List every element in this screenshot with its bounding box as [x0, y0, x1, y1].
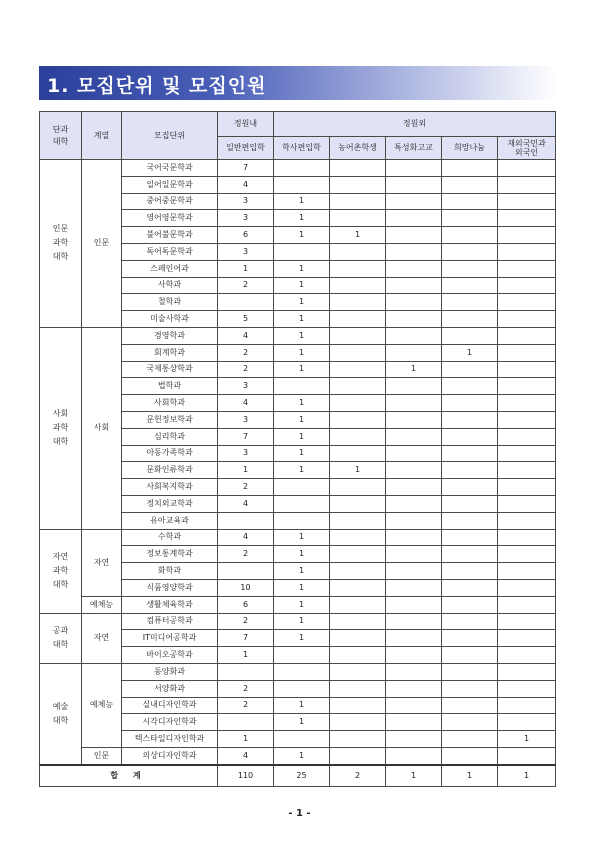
value-cell	[498, 428, 556, 445]
value-cell: 4	[218, 747, 274, 764]
value-cell	[330, 445, 386, 462]
value-cell	[330, 680, 386, 697]
value-cell	[330, 563, 386, 580]
value-cell: 2	[218, 613, 274, 630]
value-cell: 2	[218, 546, 274, 563]
value-cell	[442, 243, 498, 260]
value-cell	[386, 647, 442, 664]
table-row	[40, 747, 556, 764]
unit-cell: 정보통계학과	[122, 546, 218, 563]
field-cell: 인문	[82, 160, 122, 328]
value-cell	[442, 378, 498, 395]
value-cell	[386, 731, 442, 748]
value-cell: 1	[274, 428, 330, 445]
value-cell	[442, 160, 498, 177]
header-col: 재외국민과 외국인	[498, 137, 556, 160]
unit-cell: 동양화과	[122, 663, 218, 680]
value-cell	[498, 160, 556, 177]
unit-cell: 회계학과	[122, 344, 218, 361]
value-cell	[386, 294, 442, 311]
value-cell: 1	[274, 613, 330, 630]
value-cell: 1	[274, 529, 330, 546]
table-row	[40, 327, 556, 344]
total-label: 합 계	[40, 765, 218, 787]
value-cell: 3	[218, 193, 274, 210]
value-cell	[386, 697, 442, 714]
header-col: 특성화고교	[386, 137, 442, 160]
value-cell	[498, 563, 556, 580]
value-cell	[386, 512, 442, 529]
value-cell	[498, 210, 556, 227]
value-cell: 1	[274, 260, 330, 277]
value-cell	[330, 546, 386, 563]
value-cell	[498, 579, 556, 596]
value-cell	[498, 344, 556, 361]
header-col: 학사편입학	[274, 137, 330, 160]
unit-cell: 시각디자인학과	[122, 714, 218, 731]
total-cell: 110	[218, 765, 274, 787]
unit-cell: 영어영문학과	[122, 210, 218, 227]
value-cell: 10	[218, 579, 274, 596]
field-cell: 인문	[82, 747, 122, 764]
value-cell	[386, 663, 442, 680]
value-cell	[442, 563, 498, 580]
value-cell: 1	[274, 294, 330, 311]
table-body	[40, 160, 556, 765]
value-cell	[498, 193, 556, 210]
value-cell	[386, 563, 442, 580]
value-cell	[498, 395, 556, 412]
unit-cell: 화학과	[122, 563, 218, 580]
college-cell: 예술 대학	[40, 663, 82, 764]
value-cell: 1	[274, 579, 330, 596]
unit-cell: 심리학과	[122, 428, 218, 445]
value-cell: 6	[218, 227, 274, 244]
value-cell	[498, 663, 556, 680]
header-inside-quota: 정원내	[218, 112, 274, 137]
value-cell	[274, 160, 330, 177]
value-cell: 1	[274, 563, 330, 580]
value-cell	[442, 546, 498, 563]
value-cell	[386, 260, 442, 277]
value-cell	[498, 445, 556, 462]
value-cell: 1	[274, 327, 330, 344]
unit-cell: IT미디어공학과	[122, 630, 218, 647]
value-cell	[330, 160, 386, 177]
value-cell	[498, 378, 556, 395]
value-cell	[442, 680, 498, 697]
value-cell: 1	[330, 227, 386, 244]
unit-cell: 일어일문학과	[122, 176, 218, 193]
unit-cell: 법학과	[122, 378, 218, 395]
value-cell	[386, 311, 442, 328]
value-cell: 2	[218, 680, 274, 697]
unit-cell: 식품영양학과	[122, 579, 218, 596]
value-cell: 4	[218, 495, 274, 512]
value-cell	[442, 193, 498, 210]
value-cell	[218, 512, 274, 529]
value-cell: 1	[218, 731, 274, 748]
unit-cell: 서양화과	[122, 680, 218, 697]
value-cell: 1	[274, 277, 330, 294]
value-cell	[386, 714, 442, 731]
value-cell	[330, 327, 386, 344]
value-cell	[386, 227, 442, 244]
value-cell: 1	[386, 361, 442, 378]
value-cell: 1	[274, 546, 330, 563]
value-cell	[330, 311, 386, 328]
value-cell	[498, 176, 556, 193]
value-cell: 3	[218, 243, 274, 260]
value-cell: 1	[274, 445, 330, 462]
value-cell	[386, 546, 442, 563]
value-cell: 2	[218, 479, 274, 496]
value-cell: 1	[274, 311, 330, 328]
field-cell: 사회	[82, 327, 122, 529]
value-cell	[442, 361, 498, 378]
value-cell	[218, 563, 274, 580]
value-cell	[442, 512, 498, 529]
value-cell	[330, 344, 386, 361]
value-cell	[274, 495, 330, 512]
value-cell	[498, 227, 556, 244]
total-row	[40, 765, 556, 787]
unit-cell: 사회학과	[122, 395, 218, 412]
college-cell: 공과 대학	[40, 613, 82, 663]
value-cell	[498, 361, 556, 378]
unit-cell: 국제통상학과	[122, 361, 218, 378]
value-cell: 1	[330, 462, 386, 479]
value-cell: 1	[274, 210, 330, 227]
field-cell: 예체능	[82, 596, 122, 613]
value-cell	[330, 697, 386, 714]
page-title: 1. 모집단위 및 모집인원	[47, 75, 267, 97]
value-cell	[386, 327, 442, 344]
value-cell	[498, 462, 556, 479]
total-cell: 2	[330, 765, 386, 787]
value-cell	[442, 311, 498, 328]
college-cell: 자연 과학 대학	[40, 529, 82, 613]
header-outside-quota: 정원외	[274, 112, 556, 137]
value-cell	[386, 579, 442, 596]
value-cell: 3	[218, 210, 274, 227]
value-cell: 1	[274, 344, 330, 361]
header-field: 계열	[82, 112, 122, 160]
value-cell	[442, 227, 498, 244]
value-cell	[498, 630, 556, 647]
header-unit: 모집단위	[122, 112, 218, 160]
value-cell	[330, 210, 386, 227]
value-cell	[498, 613, 556, 630]
value-cell	[218, 714, 274, 731]
value-cell	[442, 495, 498, 512]
value-cell	[442, 210, 498, 227]
value-cell	[498, 747, 556, 764]
value-cell: 4	[218, 529, 274, 546]
value-cell	[386, 160, 442, 177]
unit-cell: 생활체육학과	[122, 596, 218, 613]
value-cell	[386, 243, 442, 260]
unit-cell: 철학과	[122, 294, 218, 311]
value-cell	[442, 176, 498, 193]
value-cell: 7	[218, 428, 274, 445]
value-cell: 1	[274, 714, 330, 731]
value-cell	[218, 663, 274, 680]
value-cell	[442, 462, 498, 479]
value-cell	[330, 613, 386, 630]
value-cell	[330, 731, 386, 748]
value-cell	[330, 277, 386, 294]
value-cell: 4	[218, 327, 274, 344]
value-cell	[274, 731, 330, 748]
value-cell: 2	[218, 277, 274, 294]
value-cell	[498, 697, 556, 714]
unit-cell: 아동가족학과	[122, 445, 218, 462]
header-college: 단과 대학	[40, 112, 82, 160]
unit-cell: 문헌정보학과	[122, 411, 218, 428]
value-cell	[274, 479, 330, 496]
value-cell	[274, 663, 330, 680]
value-cell	[498, 647, 556, 664]
value-cell	[330, 411, 386, 428]
header-col: 희망나눔	[442, 137, 498, 160]
value-cell	[498, 512, 556, 529]
value-cell	[386, 630, 442, 647]
value-cell	[442, 277, 498, 294]
value-cell	[330, 495, 386, 512]
value-cell: 7	[218, 630, 274, 647]
unit-cell: 의상디자인학과	[122, 747, 218, 764]
value-cell	[386, 428, 442, 445]
value-cell: 1	[274, 747, 330, 764]
value-cell: 7	[218, 160, 274, 177]
value-cell	[386, 193, 442, 210]
value-cell	[330, 428, 386, 445]
value-cell: 1	[274, 361, 330, 378]
value-cell	[386, 344, 442, 361]
value-cell	[498, 294, 556, 311]
value-cell: 2	[218, 344, 274, 361]
value-cell	[442, 395, 498, 412]
value-cell: 2	[218, 697, 274, 714]
value-cell	[386, 277, 442, 294]
value-cell	[330, 647, 386, 664]
value-cell	[442, 294, 498, 311]
unit-cell: 스페인어과	[122, 260, 218, 277]
value-cell	[330, 714, 386, 731]
value-cell	[442, 327, 498, 344]
value-cell	[498, 411, 556, 428]
value-cell	[442, 479, 498, 496]
table-row	[40, 596, 556, 613]
value-cell	[442, 613, 498, 630]
value-cell	[330, 579, 386, 596]
admissions-table	[39, 111, 556, 787]
title-banner	[39, 66, 557, 100]
college-cell: 사회 과학 대학	[40, 327, 82, 529]
unit-cell: 불어불문학과	[122, 227, 218, 244]
value-cell	[498, 327, 556, 344]
value-cell	[442, 647, 498, 664]
unit-cell: 정치외교학과	[122, 495, 218, 512]
page-number: - 1 -	[288, 808, 311, 819]
header-col: 농어촌학생	[330, 137, 386, 160]
value-cell: 1	[442, 344, 498, 361]
value-cell	[498, 546, 556, 563]
value-cell	[330, 260, 386, 277]
value-cell	[442, 697, 498, 714]
field-cell: 자연	[82, 613, 122, 663]
value-cell	[330, 361, 386, 378]
value-cell: 1	[274, 462, 330, 479]
value-cell	[386, 210, 442, 227]
value-cell: 1	[498, 731, 556, 748]
value-cell	[330, 176, 386, 193]
value-cell: 6	[218, 596, 274, 613]
value-cell	[274, 512, 330, 529]
value-cell	[442, 579, 498, 596]
total-cell: 1	[386, 765, 442, 787]
value-cell	[330, 596, 386, 613]
value-cell	[386, 613, 442, 630]
value-cell	[330, 294, 386, 311]
value-cell	[386, 395, 442, 412]
value-cell	[386, 445, 442, 462]
value-cell	[442, 428, 498, 445]
value-cell	[442, 529, 498, 546]
unit-cell: 컴퓨터공학과	[122, 613, 218, 630]
value-cell	[498, 495, 556, 512]
value-cell: 3	[218, 445, 274, 462]
value-cell: 2	[218, 361, 274, 378]
value-cell	[330, 512, 386, 529]
unit-cell: 미술사학과	[122, 311, 218, 328]
unit-cell: 중어중문학과	[122, 193, 218, 210]
value-cell	[274, 647, 330, 664]
table-row	[40, 613, 556, 630]
total-cell: 25	[274, 765, 330, 787]
value-cell: 1	[274, 630, 330, 647]
value-cell: 4	[218, 176, 274, 193]
value-cell	[386, 176, 442, 193]
value-cell	[330, 395, 386, 412]
college-cell: 인문 과학 대학	[40, 160, 82, 328]
value-cell	[498, 529, 556, 546]
value-cell	[330, 193, 386, 210]
value-cell	[386, 479, 442, 496]
value-cell	[386, 378, 442, 395]
field-cell: 자연	[82, 529, 122, 596]
unit-cell: 국어국문학과	[122, 160, 218, 177]
table-row	[40, 529, 556, 546]
value-cell	[330, 747, 386, 764]
unit-cell: 사회복지학과	[122, 479, 218, 496]
value-cell	[442, 411, 498, 428]
value-cell: 1	[274, 227, 330, 244]
value-cell	[442, 747, 498, 764]
value-cell	[442, 630, 498, 647]
value-cell	[274, 176, 330, 193]
table-row	[40, 160, 556, 177]
value-cell: 1	[274, 596, 330, 613]
value-cell	[498, 479, 556, 496]
value-cell	[330, 479, 386, 496]
value-cell	[386, 747, 442, 764]
total-cell: 1	[498, 765, 556, 787]
value-cell	[386, 529, 442, 546]
unit-cell: 바이오공학과	[122, 647, 218, 664]
table-row	[40, 663, 556, 680]
value-cell	[498, 243, 556, 260]
unit-cell: 실내디자인학과	[122, 697, 218, 714]
value-cell	[330, 529, 386, 546]
value-cell: 4	[218, 395, 274, 412]
unit-cell: 사학과	[122, 277, 218, 294]
value-cell: 1	[274, 411, 330, 428]
value-cell	[498, 260, 556, 277]
value-cell	[330, 378, 386, 395]
unit-cell: 독어독문학과	[122, 243, 218, 260]
value-cell	[442, 445, 498, 462]
value-cell	[442, 714, 498, 731]
value-cell	[386, 680, 442, 697]
value-cell	[386, 596, 442, 613]
value-cell	[386, 495, 442, 512]
unit-cell: 텍스타일디자인학과	[122, 731, 218, 748]
value-cell	[498, 596, 556, 613]
value-cell	[498, 277, 556, 294]
value-cell	[274, 243, 330, 260]
value-cell: 1	[218, 647, 274, 664]
value-cell	[442, 731, 498, 748]
value-cell	[498, 311, 556, 328]
value-cell	[330, 663, 386, 680]
unit-cell: 수학과	[122, 529, 218, 546]
value-cell	[330, 243, 386, 260]
value-cell	[330, 630, 386, 647]
value-cell: 1	[218, 462, 274, 479]
value-cell: 1	[218, 260, 274, 277]
value-cell	[442, 260, 498, 277]
field-cell: 예체능	[82, 663, 122, 747]
value-cell	[442, 596, 498, 613]
value-cell: 3	[218, 378, 274, 395]
value-cell: 1	[274, 193, 330, 210]
value-cell	[498, 680, 556, 697]
value-cell	[386, 411, 442, 428]
unit-cell: 유아교육과	[122, 512, 218, 529]
value-cell	[218, 294, 274, 311]
value-cell	[274, 680, 330, 697]
value-cell	[442, 663, 498, 680]
unit-cell: 경영학과	[122, 327, 218, 344]
value-cell	[386, 462, 442, 479]
value-cell: 3	[218, 411, 274, 428]
unit-cell: 문화인류학과	[122, 462, 218, 479]
value-cell: 1	[274, 395, 330, 412]
header-col: 일반편입학	[218, 137, 274, 160]
value-cell: 1	[274, 697, 330, 714]
value-cell: 5	[218, 311, 274, 328]
total-cell: 1	[442, 765, 498, 787]
value-cell	[498, 714, 556, 731]
value-cell	[274, 378, 330, 395]
